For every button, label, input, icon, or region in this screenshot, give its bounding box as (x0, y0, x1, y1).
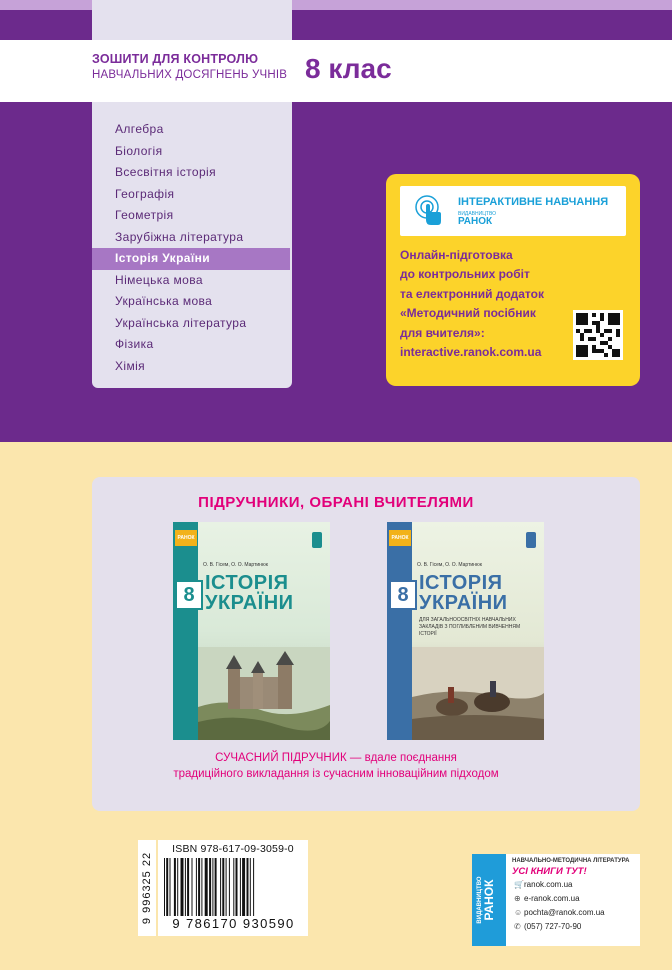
eshop-link[interactable]: ⊕ e-ranok.com.ua (514, 894, 580, 903)
publisher-logo-strip (472, 854, 506, 946)
tagline-line2: традиційного викладання із сучасним інноваційним підходом (173, 768, 499, 780)
interactive-promo-box (386, 174, 640, 386)
globe-icon: ⊕ (514, 894, 521, 903)
textbook-cover-advanced (387, 522, 544, 740)
subject-item: Всесвітня історія (115, 165, 217, 179)
isbn-number: ISBN 978-617-09-3059-0 (172, 843, 294, 855)
promo-url[interactable]: interactive.ranok.com.ua (400, 345, 542, 360)
subject-item: Німецька мова (115, 272, 203, 287)
textbooks-title: ПІДРУЧНИКИ, ОБРАНІ ВЧИТЕЛЯМИ (198, 494, 474, 511)
tagline-line1: СУЧАСНИЙ ПІДРУЧНИК — вдале поєднання (215, 752, 457, 764)
person-icon: ☺ (514, 908, 523, 917)
book-publisher: РАНОК (389, 530, 411, 546)
subject-item: Українська мова (115, 294, 213, 308)
publisher-slogan: УСІ КНИГИ ТУТ! (512, 866, 587, 877)
series-title-line2: НАВЧАЛЬНИХ ДОСЯГНЕНЬ УЧНІВ (92, 69, 288, 81)
battle-painting-illustration (412, 647, 544, 740)
email-link[interactable]: ☺ pochta@ranok.com.ua (514, 908, 605, 917)
phone-icon: ✆ (514, 922, 521, 931)
book-subtitle: ДЛЯ ЗАГАЛЬНООСВІТНІХ НАВЧАЛЬНИХ ЗАКЛАДІВ З ПОГЛИБЛЕНИМ ВИВЧЕННЯМ ІСТОРІЇ (419, 617, 521, 637)
cart-icon: 🛒 (514, 880, 524, 889)
book-spine (173, 522, 198, 740)
promo-line: та електронний додаток (400, 286, 544, 301)
book-title-line2: УКРАЇНИ (205, 592, 294, 614)
website-link[interactable]: 🛒ranok.com.ua (514, 880, 573, 889)
qr-code (573, 310, 623, 360)
grade-label: 8 клас (305, 53, 392, 84)
book-grade: 8 (389, 580, 417, 610)
subject-item: Хімія (115, 358, 146, 373)
promo-line: «Методичний посібник (400, 306, 536, 321)
publisher-tagline: НАВЧАЛЬНО-МЕТОДИЧНА ЛІТЕРАТУРА (512, 858, 630, 864)
book-authors: О. В. Гісем, О. О. Мартинюк (203, 562, 268, 568)
promo-line: Онлайн-підготовка (400, 248, 513, 262)
publisher-name: РАНОК (482, 879, 496, 921)
series-title-line1: ЗОШИТИ ДЛЯ КОНТРОЛЮ (92, 52, 259, 66)
subject-item: Біологія (115, 143, 163, 158)
subject-item: Фізика (115, 337, 154, 351)
subject-item: Зарубіжна література (115, 229, 244, 244)
subjects-list (92, 119, 290, 377)
book-spine (387, 522, 412, 740)
barcode-side-digits: 9 996325 22 (141, 851, 153, 925)
barcode-digits: 9 786170 930590 (172, 916, 295, 931)
logo-publisher: РАНОК (458, 216, 493, 227)
interactive-logo (400, 186, 626, 236)
promo-text (400, 246, 544, 362)
logo-publisher-small: ВИДАВНИЦТВО (458, 211, 497, 217)
touch-hand-icon (412, 194, 446, 228)
subject-item: Алгебра (115, 122, 164, 136)
phone-number[interactable]: ✆ (057) 727-70-90 (514, 922, 582, 931)
info-icon (526, 532, 536, 548)
castle-illustration (198, 647, 330, 740)
book-publisher: РАНОК (175, 530, 197, 546)
logo-title: ІНТЕРАКТИВНЕ НАВЧАННЯ (458, 196, 609, 208)
book-authors: О. В. Гісем, О. О. Мартинюк (417, 562, 482, 568)
book-title-line1: ІСТОРІЯ (419, 572, 503, 594)
promo-line: до контрольних робіт (400, 267, 530, 282)
barcode-bars (162, 858, 305, 916)
barcode-side-number (138, 840, 156, 936)
promo-line: для вчителя»: (400, 325, 485, 340)
subject-item-active: Історія України (92, 248, 290, 270)
info-icon (312, 532, 322, 548)
subject-item: Геометрія (115, 208, 174, 222)
book-grade: 8 (175, 580, 203, 610)
textbook-cover (173, 522, 330, 740)
subject-item: Географія (115, 186, 175, 201)
book-title-line2: УКРАЇНИ (419, 592, 508, 614)
book-title-line1: ІСТОРІЯ (205, 572, 289, 594)
subject-item: Українська література (115, 315, 247, 330)
qr-code-icon (576, 313, 620, 357)
publisher-small-label: ВИДАВНИЦТВО (477, 876, 483, 924)
